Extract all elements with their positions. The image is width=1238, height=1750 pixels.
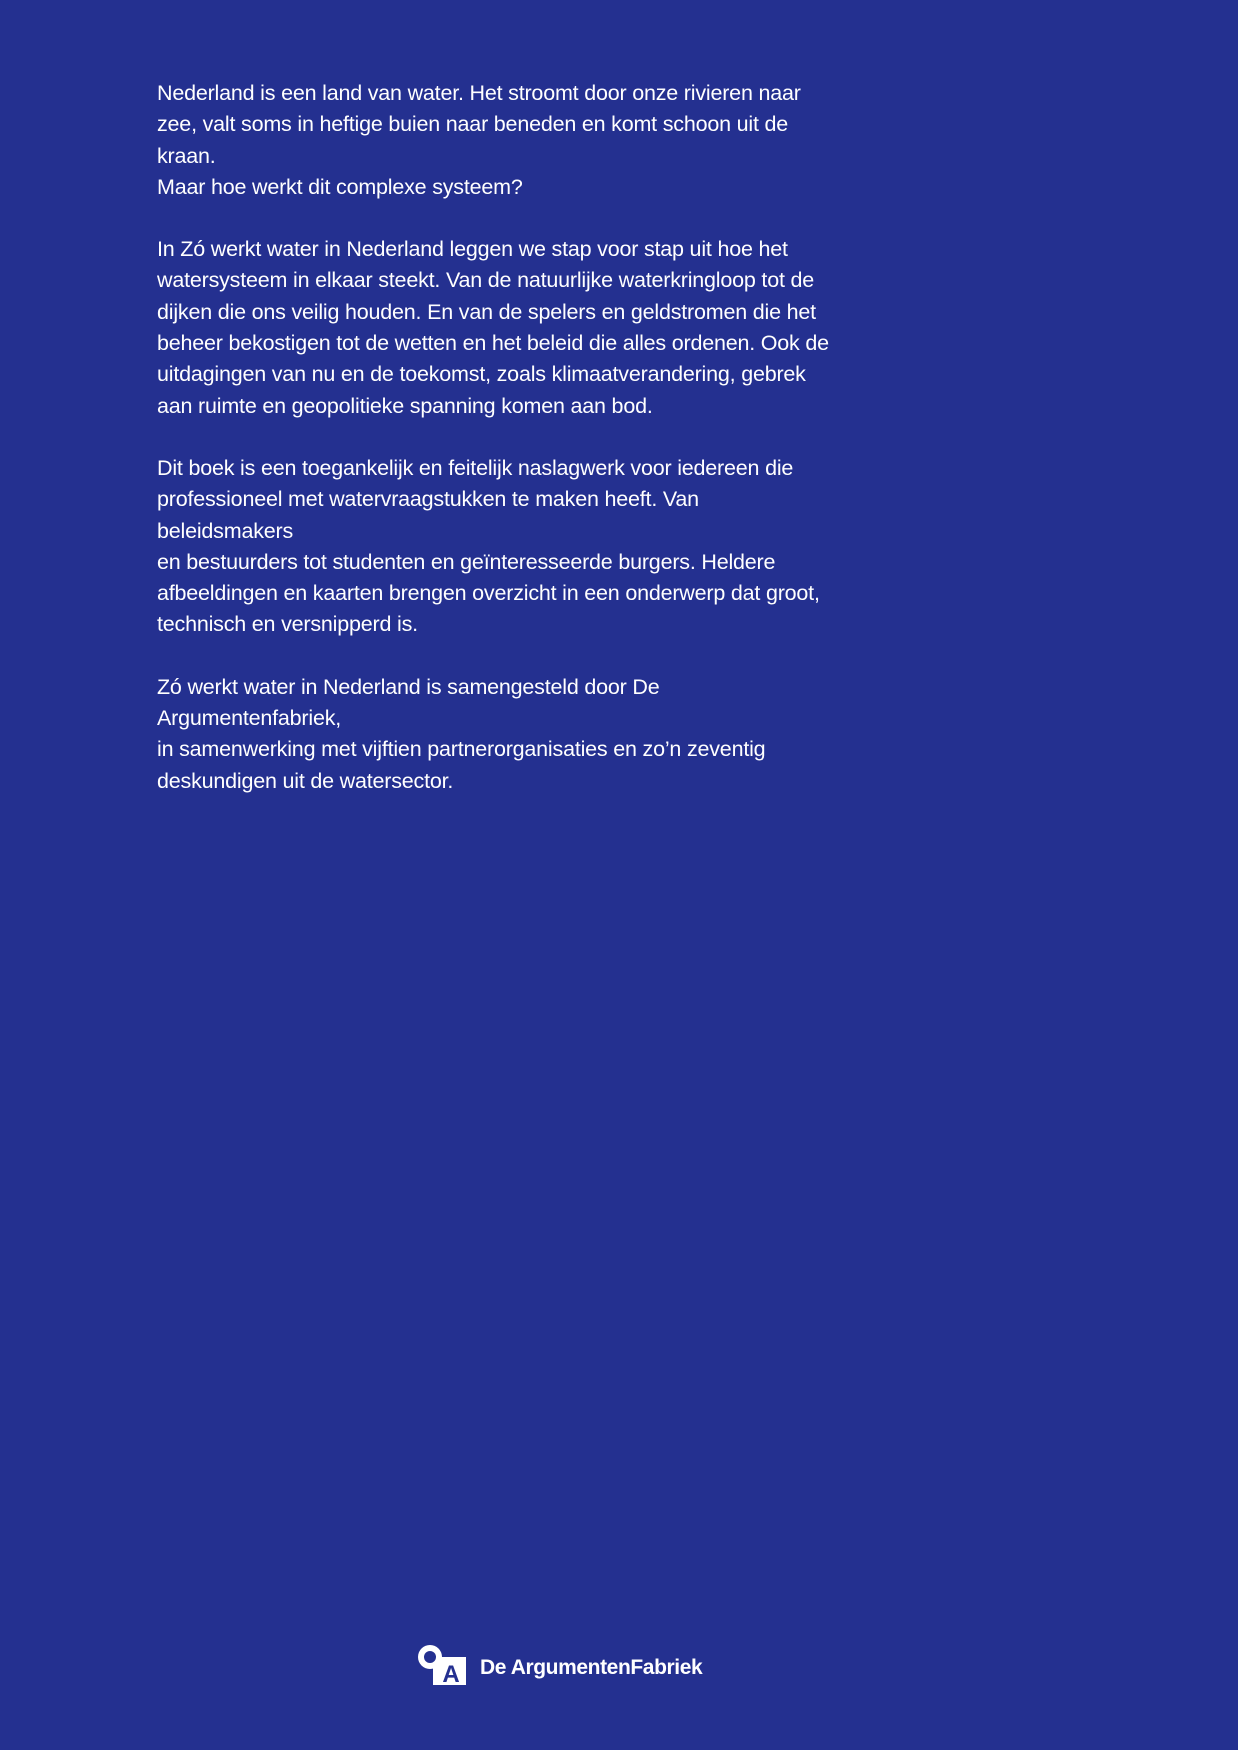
paragraph-intro: Nederland is een land van water. Het stroomt door onze rivieren naar zee, valt soms in heftige buien naar beneden en komt schoon uit de kraan. Maar hoe werkt dit complexe systeem? [157,81,801,199]
paragraph-credits: Zó werkt water in Nederland is samengesteld door De Argumentenfabriek, in samenwerking met vijftien partnerorganisaties en zo’n zeventig deskundigen uit de watersector. [157,674,766,793]
argumentenfabriek-logo-mark-icon [418,1645,466,1685]
back-cover-text [157,78,837,797]
paragraph-audience: Dit boek is een toegankelijk en feitelijk naslagwerk voor iedereen die professioneel met watervraagstukken te maken heeft. Van beleidsmakers en bestuurders tot studenten en geïnteresseerde burgers. Heldere afbeeldingen en kaarten brengen overzicht in een onderwerp dat groot, technisch en versnipperd is. [157,455,820,637]
logo-mark-letter: A [442,1661,460,1685]
logo-text: De ArgumentenFabriek [480,1656,703,1679]
paragraph-book-contents: In Zó werkt water in Nederland leggen we stap voor stap uit hoe het watersysteem in elkaar steekt. Van de natuurlijke waterkringloop tot de dijken die ons veilig houden. En van de spelers en geldstromen die het beheer bekostigen tot de wetten en het beleid die alles ordenen. Ook de uitdagingen van nu en de toekomst, zoals klimaatverandering, gebrek aan ruimte en geopolitieke spanning komen aan bod. [157,237,829,418]
logo-circle-inner [424,1651,436,1663]
publisher-logo [418,1645,702,1685]
